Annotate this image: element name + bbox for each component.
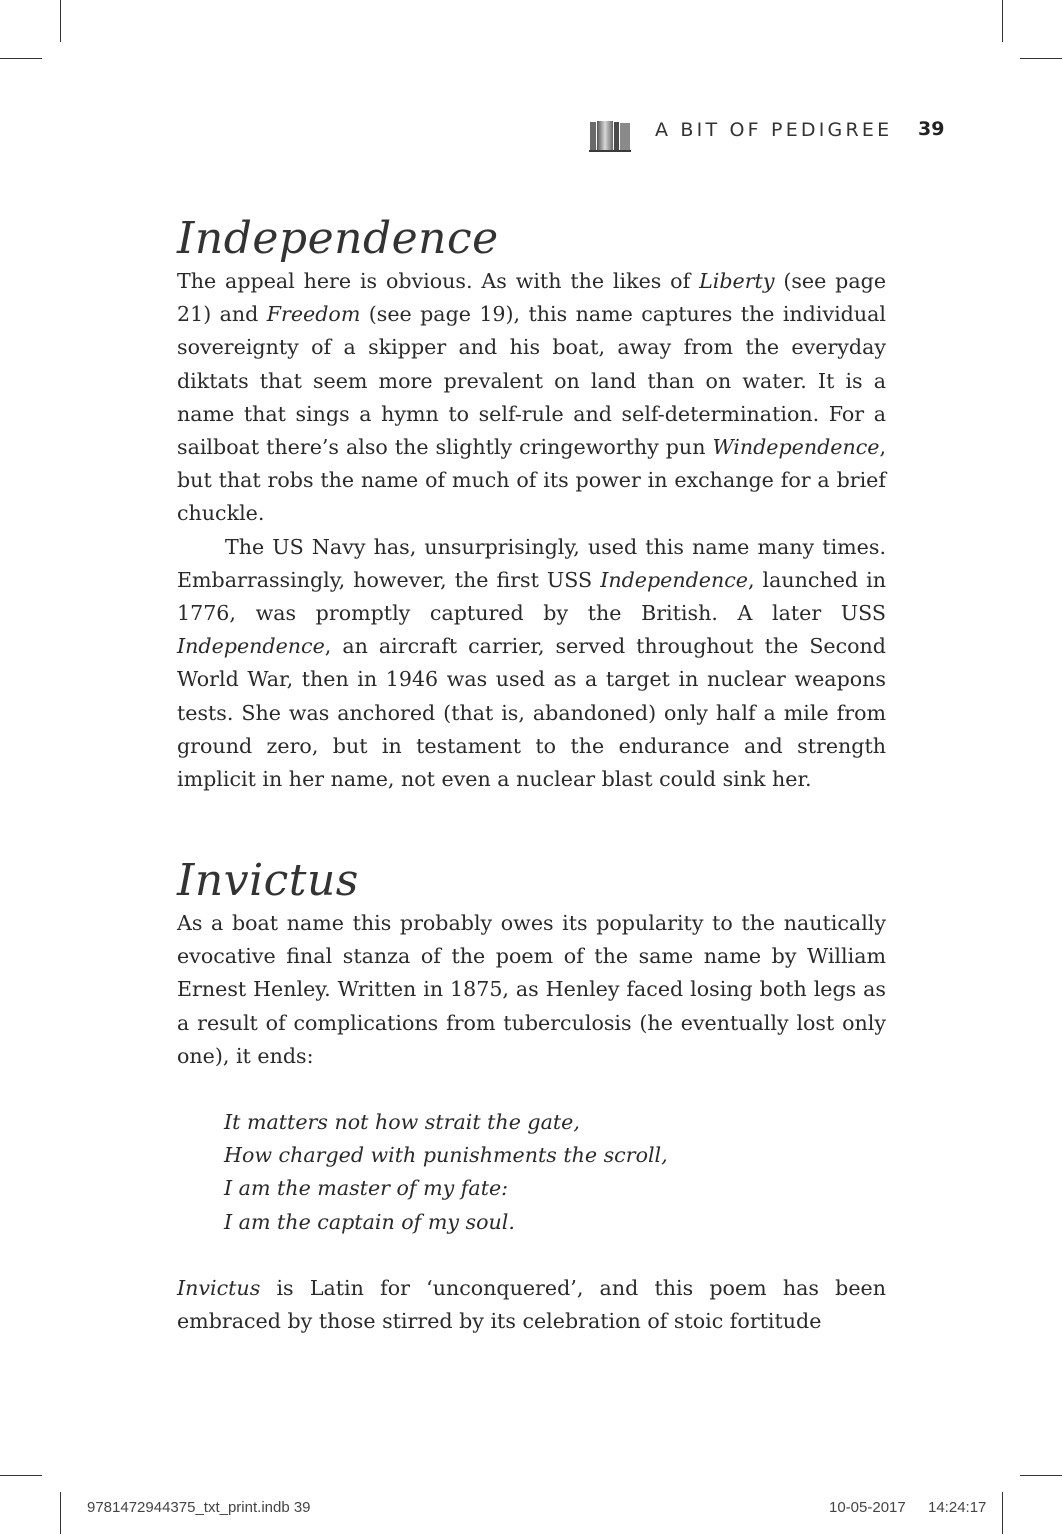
- italic-text: Independence: [600, 567, 748, 592]
- text-run: (see page 21) and: [177, 269, 887, 327]
- italic-text: Freedom: [266, 302, 361, 327]
- crop-mark-top-right-horizontal: [1020, 58, 1062, 59]
- text-run: The US Navy has, unsurprisingly, used this name many times. Embarrassingly, however, the first USS: [177, 534, 886, 592]
- book-icon: [589, 120, 631, 152]
- italic-text: Windependence: [712, 435, 880, 460]
- poem-line: How charged with punishments the scroll,: [224, 1143, 668, 1168]
- crop-mark-top-left-horizontal: [0, 58, 42, 59]
- running-head-title: A BIT OF PEDIGREE: [655, 119, 893, 141]
- slug-time: 14:24:17: [928, 1499, 987, 1516]
- crop-mark-bottom-right-vertical: [1002, 1492, 1003, 1534]
- poem-line: I am the captain of my soul.: [224, 1209, 515, 1234]
- slug-date: 10-05-2017: [829, 1499, 906, 1516]
- running-head: [589, 116, 944, 152]
- crop-mark-bottom-right-horizontal: [1020, 1475, 1062, 1476]
- crop-mark-top-right-vertical: [1002, 0, 1003, 42]
- text-run: , launched in 1776, was promptly captured by the British. A later USS: [177, 567, 886, 626]
- body-paragraph: [177, 1272, 886, 1338]
- section-heading: Independence: [177, 213, 499, 264]
- poem-line: It matters not how strait the gate,: [224, 1110, 580, 1135]
- italic-text: Liberty: [699, 269, 775, 293]
- section-heading: Invictus: [177, 855, 359, 906]
- text-run: The appeal here is obvious. As with the likes of: [177, 269, 700, 293]
- crop-mark-top-left-vertical: [60, 0, 61, 42]
- body-paragraph: [177, 265, 886, 531]
- text-run: , but that robs the name of much of its power in exchange for a brief chuckle.: [177, 435, 886, 526]
- italic-text: Invictus: [177, 1275, 261, 1300]
- crop-mark-bottom-left-vertical: [60, 1492, 61, 1534]
- crop-mark-bottom-left-horizontal: [0, 1475, 42, 1476]
- section-invictus: [177, 855, 886, 1338]
- text-run: , an aircraft carrier, served throughout the Second World War, then in 1946 was used as a target in nuclear weapons tests. She was anchored (that is, abandoned) only half a mile from ground zero, but in testament to the endurance and strength implicit in her name, not even a nuclear blast could sink her.: [177, 634, 886, 792]
- body-paragraph: [177, 531, 886, 797]
- poem-stanza: [224, 1106, 886, 1239]
- slug-file-info: 9781472944375_txt_print.indb 39: [87, 1499, 311, 1516]
- poem-line: I am the master of my fate:: [224, 1176, 509, 1201]
- text-run: (see page 19), this name captures the individual sovereignty of a skipper and his boat, away from the everyday diktats that seem more prevalent on land than on water. It is a name that sings a hymn to self-rule and self-determination. For a sailboat there’s also the slightly cringeworthy pun: [177, 302, 886, 460]
- text-run: is Latin for ‘unconquered’, and this poem has been embraced by those stirred by its celebration of stoic fortitude: [177, 1275, 886, 1334]
- body-paragraph: As a boat name this probably owes its popularity to the nautically evocative final stanza of the poem of the same name by William Ernest Henley. Written in 1875, as Henley faced losing both legs as a result of complications from tuberculosis (he eventually lost only one), it ends:: [177, 911, 886, 1068]
- italic-text: Independence: [177, 634, 325, 659]
- section-independence: [177, 213, 886, 796]
- page-number: 39: [918, 118, 945, 140]
